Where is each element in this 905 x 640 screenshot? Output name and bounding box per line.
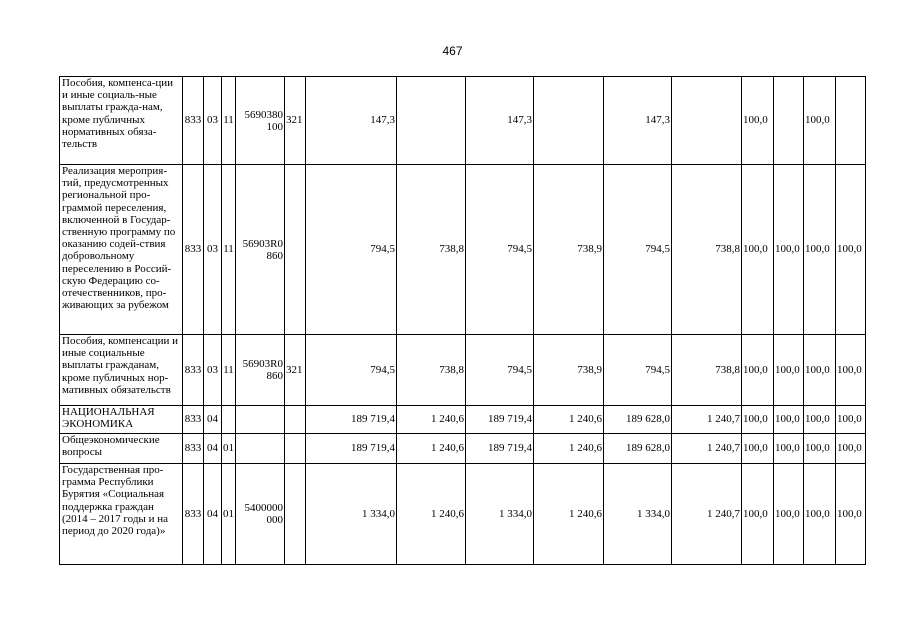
code-expense-type — [285, 464, 306, 565]
code-subsection — [222, 406, 236, 434]
percent-3: 100,0 — [804, 165, 836, 335]
percent-1: 100,0 — [742, 434, 774, 464]
code-target-article: 56903R0 860 — [236, 165, 285, 335]
code-expense-type — [285, 406, 306, 434]
percent-4: 100,0 — [836, 434, 866, 464]
code-expense-type — [285, 165, 306, 335]
percent-1: 100,0 — [742, 165, 774, 335]
code-ministry: 833 — [183, 335, 204, 406]
value-5: 189 628,0 — [604, 406, 672, 434]
code-section: 03 — [204, 335, 222, 406]
value-1: 794,5 — [306, 335, 397, 406]
percent-2: 100,0 — [774, 434, 804, 464]
value-4: 738,9 — [534, 165, 604, 335]
value-5: 794,5 — [604, 165, 672, 335]
page-number: 467 — [442, 44, 463, 58]
table-row — [60, 77, 866, 165]
value-2: 1 240,6 — [397, 434, 466, 464]
value-5: 794,5 — [604, 335, 672, 406]
value-5: 1 334,0 — [604, 464, 672, 565]
code-section: 04 — [204, 464, 222, 565]
code-target-article: 5400000 000 — [236, 464, 285, 565]
value-1: 147,3 — [306, 77, 397, 165]
row-name: Государственная про-грамма Республики Бурятия «Социальная поддержка граждан (2014 – 2017 годы и на период до 2020 года)» — [60, 464, 183, 565]
value-1: 189 719,4 — [306, 434, 397, 464]
code-ministry: 833 — [183, 165, 204, 335]
value-4: 738,9 — [534, 335, 604, 406]
value-4 — [534, 77, 604, 165]
code-ministry: 833 — [183, 464, 204, 565]
code-expense-type — [285, 434, 306, 464]
code-ministry: 833 — [183, 77, 204, 165]
percent-2 — [774, 77, 804, 165]
value-2: 1 240,6 — [397, 464, 466, 565]
code-subsection: 11 — [222, 165, 236, 335]
percent-2: 100,0 — [774, 335, 804, 406]
percent-2: 100,0 — [774, 464, 804, 565]
value-2 — [397, 77, 466, 165]
value-3: 189 719,4 — [466, 434, 534, 464]
percent-3: 100,0 — [804, 406, 836, 434]
value-2: 738,8 — [397, 335, 466, 406]
percent-4: 100,0 — [836, 165, 866, 335]
code-expense-type: 321 — [285, 335, 306, 406]
code-section: 04 — [204, 434, 222, 464]
value-3: 189 719,4 — [466, 406, 534, 434]
value-1: 794,5 — [306, 165, 397, 335]
code-section: 04 — [204, 406, 222, 434]
row-name: Пособия, компенсации и иные социальные выплаты гражданам, кроме публичных нор-мативных обязательств — [60, 335, 183, 406]
table-row — [60, 335, 866, 406]
value-5: 189 628,0 — [604, 434, 672, 464]
value-2: 1 240,6 — [397, 406, 466, 434]
code-target-article: 56903R0 860 — [236, 335, 285, 406]
percent-3: 100,0 — [804, 77, 836, 165]
table-row — [60, 434, 866, 464]
percent-4: 100,0 — [836, 464, 866, 565]
percent-4: 100,0 — [836, 335, 866, 406]
value-6 — [672, 77, 742, 165]
percent-2: 100,0 — [774, 165, 804, 335]
row-name: НАЦИОНАЛЬНАЯ ЭКОНОМИКА — [60, 406, 183, 434]
percent-1: 100,0 — [742, 335, 774, 406]
code-subsection: 11 — [222, 335, 236, 406]
row-name: Пособия, компенса-ции и иные социаль-ные выплаты гражда-нам, кроме публичных нормативных обяза-тельств — [60, 77, 183, 165]
code-ministry: 833 — [183, 406, 204, 434]
budget-table — [59, 76, 866, 565]
code-subsection: 11 — [222, 77, 236, 165]
value-3: 147,3 — [466, 77, 534, 165]
value-6: 1 240,7 — [672, 434, 742, 464]
value-1: 1 334,0 — [306, 464, 397, 565]
value-4: 1 240,6 — [534, 464, 604, 565]
percent-2: 100,0 — [774, 406, 804, 434]
value-6: 738,8 — [672, 165, 742, 335]
percent-3: 100,0 — [804, 434, 836, 464]
row-name: Общеэкономические вопросы — [60, 434, 183, 464]
percent-4 — [836, 77, 866, 165]
code-expense-type: 321 — [285, 77, 306, 165]
value-5: 147,3 — [604, 77, 672, 165]
value-6: 1 240,7 — [672, 464, 742, 565]
value-2: 738,8 — [397, 165, 466, 335]
code-subsection: 01 — [222, 434, 236, 464]
value-6: 738,8 — [672, 335, 742, 406]
percent-1: 100,0 — [742, 406, 774, 434]
value-4: 1 240,6 — [534, 434, 604, 464]
table-row — [60, 464, 866, 565]
value-6: 1 240,7 — [672, 406, 742, 434]
row-name: Реализация мероприя-тий, предусмотренных региональной про-граммой переселения, включенной в Государ-ственную программу по оказанию содей-ствия добровольному переселению в Россий-скую Федерацию со-отечественников, про-живающих за рубежом — [60, 165, 183, 335]
code-subsection: 01 — [222, 464, 236, 565]
percent-1: 100,0 — [742, 77, 774, 165]
table-row — [60, 406, 866, 434]
percent-1: 100,0 — [742, 464, 774, 565]
code-target-article — [236, 406, 285, 434]
code-target-article: 5690380 100 — [236, 77, 285, 165]
value-3: 794,5 — [466, 335, 534, 406]
table-row — [60, 165, 866, 335]
percent-4: 100,0 — [836, 406, 866, 434]
value-3: 794,5 — [466, 165, 534, 335]
code-section: 03 — [204, 165, 222, 335]
value-1: 189 719,4 — [306, 406, 397, 434]
code-target-article — [236, 434, 285, 464]
code-ministry: 833 — [183, 434, 204, 464]
value-3: 1 334,0 — [466, 464, 534, 565]
code-section: 03 — [204, 77, 222, 165]
percent-3: 100,0 — [804, 464, 836, 565]
value-4: 1 240,6 — [534, 406, 604, 434]
percent-3: 100,0 — [804, 335, 836, 406]
